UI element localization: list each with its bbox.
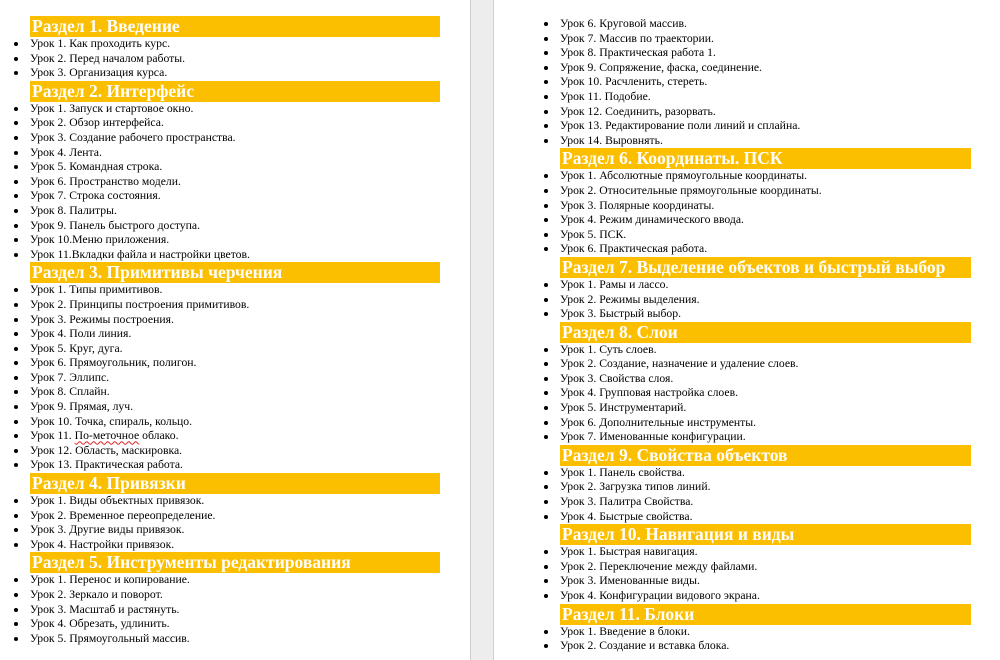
lesson-item: Урок 4. Режим динамического ввода.: [560, 213, 971, 228]
lesson-item: Урок 1. Рамы и лассо.: [560, 278, 971, 293]
left-column: [30, 16, 440, 646]
section-3: [30, 262, 440, 473]
lesson-item: Урок 3. Именованные виды.: [560, 574, 971, 589]
lesson-item: Урок 4. Лента.: [30, 146, 440, 161]
lesson-list: [560, 169, 971, 257]
section-heading: Раздел 1. Введение: [30, 16, 440, 37]
lesson-list: [30, 494, 440, 552]
lesson-item: Урок 5. ПСК.: [560, 228, 971, 243]
lesson-item: Урок 4. Групповая настройка слоев.: [560, 386, 971, 401]
lesson-item: Урок 13. Практическая работа.: [30, 458, 440, 473]
lesson-list: [560, 545, 971, 603]
page-gutter: [470, 0, 494, 660]
lesson-item: Урок 11.Вкладки файла и настройки цветов.: [30, 248, 440, 263]
lesson-item: Урок 1. Суть слоев.: [560, 343, 971, 358]
lesson-item: Урок 1. Как проходить курс.: [30, 37, 440, 52]
lesson-item: Урок 11. Подобие.: [560, 90, 971, 105]
lesson-item: Урок 6. Прямоугольник, полигон.: [30, 356, 440, 371]
lesson-item: Урок 3. Палитра Свойства.: [560, 495, 971, 510]
lesson-item: Урок 6. Пространство модели.: [30, 175, 440, 190]
section-heading: Раздел 3. Примитивы черчения: [30, 262, 440, 283]
lesson-item: Урок 8. Сплайн.: [30, 385, 440, 400]
lesson-item: Урок 1. Запуск и стартовое окно.: [30, 102, 440, 117]
lesson-item: Урок 2. Создание, назначение и удаление слоев.: [560, 357, 971, 372]
section-11: [560, 604, 971, 654]
lesson-item: Урок 3. Режимы построения.: [30, 313, 440, 328]
lesson-item: Урок 12. Область, маскировка.: [30, 444, 440, 459]
section-heading: Раздел 7. Выделение объектов и быстрый выбор: [560, 257, 971, 278]
lesson-item: Урок 2. Создание и вставка блока.: [560, 639, 971, 654]
lesson-list: [30, 102, 440, 263]
lesson-item: Урок 3. Масштаб и растянуть.: [30, 603, 440, 618]
lesson-item: Урок 4. Поли линия.: [30, 327, 440, 342]
section-heading: Раздел 9. Свойства объектов: [560, 445, 971, 466]
lesson-item: Урок 4. Конфигурации видового экрана.: [560, 589, 971, 604]
lesson-item: Урок 2. Временное переопределение.: [30, 509, 440, 524]
lesson-item: Урок 3. Создание рабочего пространства.: [30, 131, 440, 146]
section-10: [560, 524, 971, 603]
lesson-item: Урок 6. Дополнительные инструменты.: [560, 416, 971, 431]
section-4: [30, 473, 440, 552]
section-6: [560, 148, 971, 257]
lesson-item-spellcheck-flagged: Урок 11. По-меточное облако.: [30, 429, 440, 444]
section-8: [560, 322, 971, 445]
spellcheck-flagged-word: По-меточное: [74, 429, 140, 443]
lesson-item: Урок 3. Другие виды привязок.: [30, 523, 440, 538]
lesson-list: [30, 283, 440, 473]
lesson-item: Урок 9. Сопряжение, фаска, соединение.: [560, 61, 971, 76]
continued-lesson-list: [560, 17, 971, 148]
section-2: [30, 81, 440, 263]
lesson-item: Урок 5. Командная строка.: [30, 160, 440, 175]
lesson-item: Урок 7. Строка состояния.: [30, 189, 440, 204]
lesson-item: Урок 10. Расчленить, стереть.: [560, 75, 971, 90]
section-heading: Раздел 8. Слои: [560, 322, 971, 343]
lesson-item: Урок 4. Быстрые свойства.: [560, 510, 971, 525]
lesson-item: Урок 13. Редактирование поли линий и сплайна.: [560, 119, 971, 134]
lesson-item: Урок 2. Режимы выделения.: [560, 293, 971, 308]
lesson-item: Урок 3. Полярные координаты.: [560, 199, 971, 214]
lesson-item: Урок 1. Быстрая навигация.: [560, 545, 971, 560]
lesson-list: [30, 37, 440, 81]
lesson-list: [560, 278, 971, 322]
lesson-item: Урок 3. Свойства слоя.: [560, 372, 971, 387]
lesson-item: Урок 2. Загрузка типов линий.: [560, 480, 971, 495]
lesson-item: Урок 8. Практическая работа 1.: [560, 46, 971, 61]
lesson-item: Урок 1. Перенос и копирование.: [30, 573, 440, 588]
lesson-item: Урок 10. Точка, спираль, кольцо.: [30, 415, 440, 430]
lesson-item: Урок 1. Введение в блоки.: [560, 625, 971, 640]
section-1: [30, 16, 440, 81]
lesson-list: [560, 625, 971, 654]
lesson-item: Урок 10.Меню приложения.: [30, 233, 440, 248]
lesson-item: Урок 4. Настройки привязок.: [30, 538, 440, 553]
right-column: [560, 17, 971, 654]
lesson-item: Урок 6. Практическая работа.: [560, 242, 971, 257]
section-heading: Раздел 6. Координаты. ПСК: [560, 148, 971, 169]
section-7: [560, 257, 971, 322]
section-heading: Раздел 10. Навигация и виды: [560, 524, 971, 545]
lesson-item: Урок 12. Соединить, разорвать.: [560, 105, 971, 120]
lesson-item: Урок 6. Круговой массив.: [560, 17, 971, 32]
lesson-item: Урок 7. Эллипс.: [30, 371, 440, 386]
lesson-item: Урок 2. Относительные прямоугольные координаты.: [560, 184, 971, 199]
lesson-item: Урок 7. Массив по траектории.: [560, 32, 971, 47]
lesson-item: Урок 5. Прямоугольный массив.: [30, 632, 440, 647]
lesson-item: Урок 1. Виды объектных привязок.: [30, 494, 440, 509]
lesson-item: Урок 2. Переключение между файлами.: [560, 560, 971, 575]
lesson-item: Урок 9. Панель быстрого доступа.: [30, 219, 440, 234]
lesson-item: Урок 8. Палитры.: [30, 204, 440, 219]
lesson-item: Урок 2. Перед началом работы.: [30, 52, 440, 67]
section-heading: Раздел 2. Интерфейс: [30, 81, 440, 102]
lesson-item: Урок 7. Именованные конфигурации.: [560, 430, 971, 445]
lesson-item: Урок 9. Прямая, луч.: [30, 400, 440, 415]
lesson-item: Урок 4. Обрезать, удлинить.: [30, 617, 440, 632]
lesson-item: Урок 2. Зеркало и поворот.: [30, 588, 440, 603]
lesson-item: Урок 14. Выровнять.: [560, 134, 971, 149]
lesson-list: [30, 573, 440, 646]
lesson-item: Урок 5. Инструментарий.: [560, 401, 971, 416]
lesson-list: [560, 466, 971, 524]
lesson-list: [560, 343, 971, 445]
section-5: [30, 552, 440, 646]
lesson-item: Урок 3. Организация курса.: [30, 66, 440, 81]
section-9: [560, 445, 971, 524]
lesson-item: Урок 5. Круг, дуга.: [30, 342, 440, 357]
lesson-item: Урок 2. Обзор интерфейса.: [30, 116, 440, 131]
lesson-item: Урок 1. Типы примитивов.: [30, 283, 440, 298]
lesson-item: Урок 1. Панель свойства.: [560, 466, 971, 481]
section-heading: Раздел 4. Привязки: [30, 473, 440, 494]
lesson-item: Урок 3. Быстрый выбор.: [560, 307, 971, 322]
lesson-item: Урок 1. Абсолютные прямоугольные координаты.: [560, 169, 971, 184]
section-heading: Раздел 5. Инструменты редактирования: [30, 552, 440, 573]
lesson-item: Урок 2. Принципы построения примитивов.: [30, 298, 440, 313]
section-heading: Раздел 11. Блоки: [560, 604, 971, 625]
